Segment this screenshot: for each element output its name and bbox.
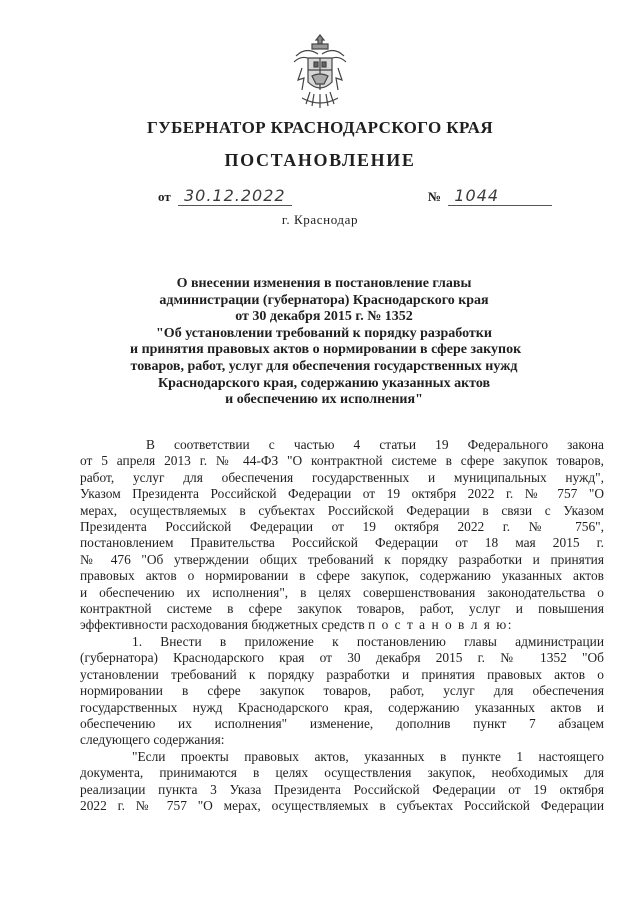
body-line: (губернатора) Краснодарского края от 30 декабря 2015 г. № 1352 "Об [80, 650, 604, 666]
body-line: государственных нужд Краснодарского края, содержанию указанных актов и [80, 699, 604, 715]
coat-of-arms-icon [288, 34, 352, 110]
number-field [428, 186, 552, 206]
body-line: мерах, осуществляемых в субъектах Российской Федерации в связи с Указом [80, 502, 604, 518]
body-line: 1. Внести в приложение к постановлению главы администрации [132, 633, 604, 649]
body-line: Президента Российской Федерации от 19 октября 2022 г. № 756", [80, 519, 604, 535]
body-line: от 5 апреля 2013 г. № 44-ФЗ "О контрактной системе в сфере закупок товаров, [80, 453, 604, 469]
body-line: обеспечению их исполнения" изменение, дополнив пункт 7 абзацем [80, 715, 604, 731]
number-value: 1044 [448, 186, 552, 206]
title-line: от 30 декабря 2015 г. № 1352 [235, 309, 413, 325]
title-line: и принятия правовых актов о нормировании в сфере закупок [130, 342, 522, 358]
date-field [158, 186, 292, 206]
title-line: О внесении изменения в постановление главы [176, 276, 472, 291]
body-line: 2022 г. № 757 "О мерах, осуществляемых в субъектах Российской Федерации [80, 797, 604, 813]
body-line: правовых актов о нормировании в сфере закупок, содержанию указанных актов [80, 568, 604, 584]
issuing-authority: ГУБЕРНАТОР КРАСНОДАРСКОГО КРАЯ [147, 118, 493, 137]
title-line: и обеспечению их исполнения" [225, 392, 423, 408]
city-label: г. Краснодар [281, 212, 359, 227]
number-prefix: № [428, 189, 442, 204]
decree-keyword: п о с т а н о в л я ю: [368, 617, 513, 633]
body-line-text: эффективности расходования бюджетных средств [80, 617, 365, 633]
body-line: № 476 "Об утверждении общих требований к порядку разработки и принятия [80, 551, 604, 567]
body-line: нормировании в сфере закупок товаров, работ, услуг для обеспечения [80, 683, 604, 699]
body-line [80, 617, 604, 633]
document-title [130, 276, 522, 409]
body-line: установлении требований к порядку разработки и принятия правовых актов о [80, 666, 604, 682]
body-line: контрактной системе в сфере закупок товаров, работ, услуг и повышения [80, 601, 604, 617]
body-line: документа, принимаются в целях осуществления закупок, необходимых для [80, 765, 604, 781]
body-line: следующего содержания: [80, 732, 225, 748]
title-line: Краснодарского края, содержанию указанных актов [157, 375, 491, 391]
body-line: и обеспечению их исполнения", в целях совершенствования законодательства о [80, 584, 604, 600]
title-line: товаров, работ, услуг для обеспечения государственных нужд [130, 358, 518, 374]
document-type: ПОСТАНОВЛЕНИЕ [224, 150, 416, 170]
title-line: администрации (губернатора) Краснодарского края [159, 292, 489, 308]
body-line: "Если проекты правовых актов, указанных в пункте 1 настоящего [132, 748, 604, 764]
body-line: постановлением Правительства Российской Федерации от 18 мая 2015 г. [80, 535, 604, 551]
body-line: реализации пункта 3 Указа Президента Российской Федерации от 19 октября [80, 781, 604, 797]
document-body [80, 437, 604, 814]
date-value: 30.12.2022 [178, 186, 292, 206]
body-line: работ, услуг для обеспечения государственных и муниципальных нужд", [80, 469, 604, 485]
body-line: В соответствии с частью 4 статьи 19 Федерального закона [146, 437, 604, 452]
title-line: "Об установлении требований к порядку разработки [156, 325, 492, 341]
body-line: Указом Президента Российской Федерации от 19 октября 2022 г. № 757 "О [80, 486, 604, 502]
date-prefix: от [158, 189, 171, 204]
